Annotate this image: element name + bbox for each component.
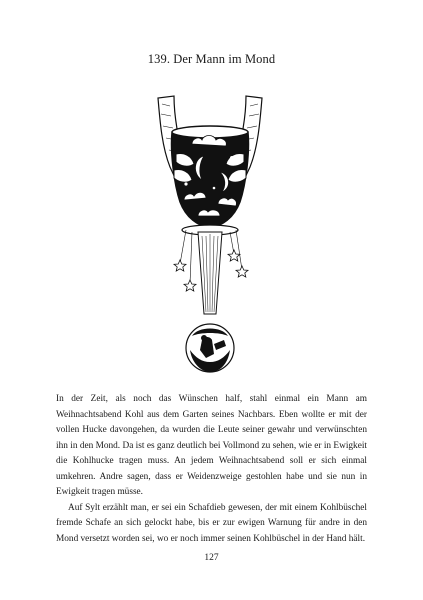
paragraph-1: In der Zeit, als noch das Wünschen half, stahl einmal ein Mann am Weihnachtsabend Kohl aus dem Garten seines Nachbars. Eben wollte er mit der vollen Hucke davongehen, da wurden die Leute seiner gewahr und verwünschten ihn in den Mond. Da ist es ganz deutlich bei Vollmond zu sehen, wie er in Ewigkeit die Kohlhucke tragen muss. An jedem Weihnachtsabend soll er sich einmal umkehren. Andre sagen, dass er Weidenzweige gestohlen habe und sie nun in Ewigkeit tragen müsse. bbox=[56, 394, 367, 497]
story-text bbox=[56, 392, 367, 547]
page-number: 127 bbox=[204, 553, 219, 563]
paragraph-2: Auf Sylt erzählt man, er sei ein Schafdieb gewesen, der mit einem Kohlbüschel fremde Schafe an sich gelockt habe, bis er zur ewigen Warnung für andre in den Mond versetzt worden sei, wo er noch immer seinen Kohlbüschel in der Hand hält. bbox=[56, 502, 367, 544]
page-title: 139. Der Mann im Mond bbox=[147, 52, 276, 66]
moon-cup-illustration-icon bbox=[140, 92, 280, 382]
